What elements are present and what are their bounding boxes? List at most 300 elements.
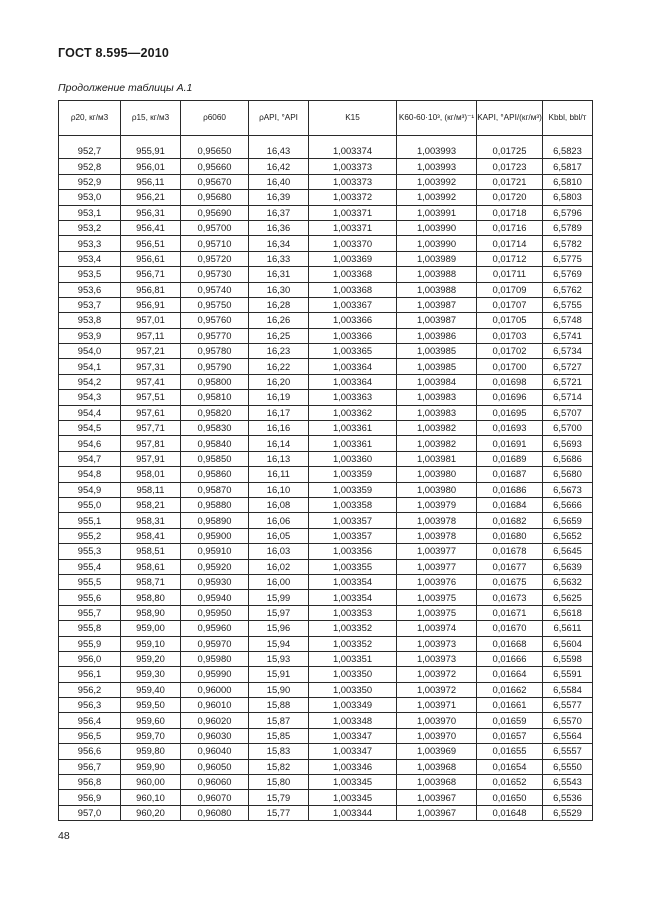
table-cell: 955,7 bbox=[59, 605, 121, 620]
table-cell: 16,40 bbox=[249, 174, 309, 189]
table-cell: 954,0 bbox=[59, 344, 121, 359]
table-cell: 957,11 bbox=[121, 328, 181, 343]
table-cell: 1,003352 bbox=[309, 621, 397, 636]
table-cell: 1,003983 bbox=[397, 405, 477, 420]
table-cell: 6,5564 bbox=[543, 728, 593, 743]
table-cell: 1,003993 bbox=[397, 136, 477, 159]
table-cell: 960,20 bbox=[121, 805, 181, 820]
table-cell: 0,01678 bbox=[477, 544, 543, 559]
table-cell: 956,11 bbox=[121, 174, 181, 189]
table-cell: 957,21 bbox=[121, 344, 181, 359]
table-cell: 955,9 bbox=[59, 636, 121, 651]
table-cell: 956,81 bbox=[121, 282, 181, 297]
table-cell: 1,003977 bbox=[397, 559, 477, 574]
column-header: K15 bbox=[309, 101, 397, 136]
table-cell: 1,003991 bbox=[397, 205, 477, 220]
table-cell: 6,5789 bbox=[543, 220, 593, 235]
table-cell: 1,003353 bbox=[309, 605, 397, 620]
table-cell: 16,43 bbox=[249, 136, 309, 159]
table-cell: 0,95980 bbox=[181, 651, 249, 666]
table-cell: 0,95860 bbox=[181, 467, 249, 482]
table-cell: 1,003364 bbox=[309, 359, 397, 374]
table-cell: 0,01668 bbox=[477, 636, 543, 651]
table-cell: 957,41 bbox=[121, 374, 181, 389]
table-row bbox=[59, 467, 593, 482]
document-header: ГОСТ 8.595—2010 bbox=[58, 46, 170, 60]
table-cell: 1,003374 bbox=[309, 136, 397, 159]
table-cell: 952,8 bbox=[59, 159, 121, 174]
table-cell: 0,01723 bbox=[477, 159, 543, 174]
table-cell: 1,003983 bbox=[397, 390, 477, 405]
table-cell: 954,4 bbox=[59, 405, 121, 420]
table-cell: 6,5823 bbox=[543, 136, 593, 159]
table-cell: 6,5591 bbox=[543, 667, 593, 682]
table-cell: 1,003973 bbox=[397, 636, 477, 651]
table-cell: 0,95690 bbox=[181, 205, 249, 220]
table-cell: 955,3 bbox=[59, 544, 121, 559]
table-cell: 0,01718 bbox=[477, 205, 543, 220]
table-row bbox=[59, 236, 593, 251]
column-header: Kbbl, bbl/т bbox=[543, 101, 593, 136]
table-cell: 6,5714 bbox=[543, 390, 593, 405]
table-cell: 0,01652 bbox=[477, 775, 543, 790]
table-cell: 1,003976 bbox=[397, 574, 477, 589]
table-cell: 0,01711 bbox=[477, 267, 543, 282]
table-cell: 1,003354 bbox=[309, 590, 397, 605]
table-cell: 16,16 bbox=[249, 421, 309, 436]
table-row bbox=[59, 667, 593, 682]
table-cell: 1,003967 bbox=[397, 805, 477, 820]
table-cell: 6,5686 bbox=[543, 451, 593, 466]
table-cell: 953,7 bbox=[59, 297, 121, 312]
table-cell: 1,003349 bbox=[309, 698, 397, 713]
table-cell: 6,5817 bbox=[543, 159, 593, 174]
table-cell: 6,5604 bbox=[543, 636, 593, 651]
table-cell: 955,4 bbox=[59, 559, 121, 574]
table-cell: 954,1 bbox=[59, 359, 121, 374]
table-cell: 0,96040 bbox=[181, 744, 249, 759]
table-cell: 954,3 bbox=[59, 390, 121, 405]
table-cell: 1,003360 bbox=[309, 451, 397, 466]
table-cell: 0,01659 bbox=[477, 713, 543, 728]
column-header: KAPI, °API/(кг/м³) bbox=[477, 101, 543, 136]
table-cell: 0,95810 bbox=[181, 390, 249, 405]
table-cell: 1,003988 bbox=[397, 282, 477, 297]
table-cell: 6,5659 bbox=[543, 513, 593, 528]
table-cell: 956,6 bbox=[59, 744, 121, 759]
table-row bbox=[59, 190, 593, 205]
table-cell: 1,003979 bbox=[397, 497, 477, 512]
table-cell: 0,01666 bbox=[477, 651, 543, 666]
table-cell: 960,00 bbox=[121, 775, 181, 790]
table-cell: 15,99 bbox=[249, 590, 309, 605]
table-cell: 1,003968 bbox=[397, 759, 477, 774]
table-cell: 16,11 bbox=[249, 467, 309, 482]
table-cell: 0,95740 bbox=[181, 282, 249, 297]
table-cell: 959,60 bbox=[121, 713, 181, 728]
table-row bbox=[59, 544, 593, 559]
table-cell: 1,003357 bbox=[309, 528, 397, 543]
table-row bbox=[59, 682, 593, 697]
table-cell: 6,5782 bbox=[543, 236, 593, 251]
table-cell: 15,85 bbox=[249, 728, 309, 743]
table-cell: 0,95730 bbox=[181, 267, 249, 282]
table-cell: 1,003992 bbox=[397, 174, 477, 189]
table-cell: 954,7 bbox=[59, 451, 121, 466]
table-cell: 955,2 bbox=[59, 528, 121, 543]
table-cell: 6,5666 bbox=[543, 497, 593, 512]
table-cell: 16,22 bbox=[249, 359, 309, 374]
table-cell: 0,95850 bbox=[181, 451, 249, 466]
table-cell: 16,10 bbox=[249, 482, 309, 497]
table-cell: 1,003371 bbox=[309, 205, 397, 220]
table-cell: 954,5 bbox=[59, 421, 121, 436]
table-cell: 1,003984 bbox=[397, 374, 477, 389]
table-cell: 955,6 bbox=[59, 590, 121, 605]
table-cell: 6,5721 bbox=[543, 374, 593, 389]
table-row bbox=[59, 513, 593, 528]
table-row bbox=[59, 220, 593, 235]
table-cell: 0,01686 bbox=[477, 482, 543, 497]
table-cell: 0,01662 bbox=[477, 682, 543, 697]
table-cell: 0,95700 bbox=[181, 220, 249, 235]
table-row bbox=[59, 621, 593, 636]
table-caption: Продолжение таблицы А.1 bbox=[58, 82, 193, 94]
table-cell: 16,34 bbox=[249, 236, 309, 251]
table-cell: 0,95670 bbox=[181, 174, 249, 189]
table-row bbox=[59, 344, 593, 359]
table-cell: 1,003974 bbox=[397, 621, 477, 636]
table-cell: 955,5 bbox=[59, 574, 121, 589]
table-cell: 1,003345 bbox=[309, 775, 397, 790]
table-cell: 1,003990 bbox=[397, 236, 477, 251]
table-cell: 15,79 bbox=[249, 790, 309, 805]
table-cell: 6,5611 bbox=[543, 621, 593, 636]
table-cell: 1,003348 bbox=[309, 713, 397, 728]
table-cell: 957,81 bbox=[121, 436, 181, 451]
table-cell: 958,01 bbox=[121, 467, 181, 482]
table-cell: 0,96080 bbox=[181, 805, 249, 820]
table-cell: 0,01721 bbox=[477, 174, 543, 189]
table-cell: 956,31 bbox=[121, 205, 181, 220]
table-cell: 0,01698 bbox=[477, 374, 543, 389]
table-cell: 957,61 bbox=[121, 405, 181, 420]
table-cell: 1,003369 bbox=[309, 251, 397, 266]
table-cell: 957,71 bbox=[121, 421, 181, 436]
table-cell: 0,01695 bbox=[477, 405, 543, 420]
table-cell: 16,42 bbox=[249, 159, 309, 174]
table-cell: 956,21 bbox=[121, 190, 181, 205]
table-cell: 6,5625 bbox=[543, 590, 593, 605]
column-header: ρ15, кг/м3 bbox=[121, 101, 181, 136]
table-cell: 6,5803 bbox=[543, 190, 593, 205]
table-cell: 956,91 bbox=[121, 297, 181, 312]
table-cell: 15,80 bbox=[249, 775, 309, 790]
table-cell: 953,2 bbox=[59, 220, 121, 235]
table-cell: 1,003361 bbox=[309, 436, 397, 451]
table-cell: 16,14 bbox=[249, 436, 309, 451]
table-cell: 16,00 bbox=[249, 574, 309, 589]
table-cell: 0,96050 bbox=[181, 759, 249, 774]
table-cell: 16,30 bbox=[249, 282, 309, 297]
table-cell: 1,003372 bbox=[309, 190, 397, 205]
table-cell: 956,9 bbox=[59, 790, 121, 805]
table-cell: 0,95910 bbox=[181, 544, 249, 559]
table-row bbox=[59, 698, 593, 713]
table-cell: 0,95800 bbox=[181, 374, 249, 389]
table-cell: 16,31 bbox=[249, 267, 309, 282]
table-cell: 1,003988 bbox=[397, 267, 477, 282]
table-cell: 0,01682 bbox=[477, 513, 543, 528]
table-cell: 1,003971 bbox=[397, 698, 477, 713]
table-cell: 1,003977 bbox=[397, 544, 477, 559]
table-cell: 1,003978 bbox=[397, 528, 477, 543]
table-cell: 1,003365 bbox=[309, 344, 397, 359]
table-cell: 1,003346 bbox=[309, 759, 397, 774]
table-cell: 0,95830 bbox=[181, 421, 249, 436]
table-cell: 1,003990 bbox=[397, 220, 477, 235]
table-cell: 6,5550 bbox=[543, 759, 593, 774]
table-cell: 0,95960 bbox=[181, 621, 249, 636]
table-cell: 0,01700 bbox=[477, 359, 543, 374]
table-cell: 0,95950 bbox=[181, 605, 249, 620]
table-cell: 1,003366 bbox=[309, 313, 397, 328]
table-row bbox=[59, 728, 593, 743]
table-cell: 6,5639 bbox=[543, 559, 593, 574]
table-cell: 0,96070 bbox=[181, 790, 249, 805]
table-cell: 16,06 bbox=[249, 513, 309, 528]
table-cell: 1,003975 bbox=[397, 605, 477, 620]
table-cell: 953,3 bbox=[59, 236, 121, 251]
table-cell: 957,51 bbox=[121, 390, 181, 405]
table-cell: 1,003972 bbox=[397, 682, 477, 697]
table-cell: 1,003351 bbox=[309, 651, 397, 666]
table-cell: 0,01671 bbox=[477, 605, 543, 620]
table-cell: 6,5762 bbox=[543, 282, 593, 297]
table-cell: 1,003987 bbox=[397, 297, 477, 312]
table-cell: 0,01693 bbox=[477, 421, 543, 436]
table-cell: 6,5652 bbox=[543, 528, 593, 543]
table-row bbox=[59, 159, 593, 174]
table-row bbox=[59, 805, 593, 820]
table-cell: 15,83 bbox=[249, 744, 309, 759]
table-row bbox=[59, 313, 593, 328]
table-cell: 952,7 bbox=[59, 136, 121, 159]
table-cell: 0,01650 bbox=[477, 790, 543, 805]
table-row bbox=[59, 405, 593, 420]
table-cell: 0,01680 bbox=[477, 528, 543, 543]
column-header: K60-60·10³, (кг/м³)⁻¹ bbox=[397, 101, 477, 136]
table-cell: 1,003345 bbox=[309, 790, 397, 805]
table-row bbox=[59, 282, 593, 297]
table-cell: 6,5680 bbox=[543, 467, 593, 482]
table-row bbox=[59, 267, 593, 282]
table-cell: 1,003363 bbox=[309, 390, 397, 405]
table-cell: 0,95970 bbox=[181, 636, 249, 651]
table-cell: 954,9 bbox=[59, 482, 121, 497]
table-cell: 956,5 bbox=[59, 728, 121, 743]
table-cell: 958,21 bbox=[121, 497, 181, 512]
table-cell: 0,01654 bbox=[477, 759, 543, 774]
table-cell: 956,61 bbox=[121, 251, 181, 266]
table-cell: 1,003350 bbox=[309, 667, 397, 682]
table-cell: 953,9 bbox=[59, 328, 121, 343]
column-header: ρ6060 bbox=[181, 101, 249, 136]
table-cell: 957,31 bbox=[121, 359, 181, 374]
table-cell: 1,003354 bbox=[309, 574, 397, 589]
table-cell: 16,36 bbox=[249, 220, 309, 235]
table-cell: 953,1 bbox=[59, 205, 121, 220]
table-cell: 1,003978 bbox=[397, 513, 477, 528]
table-cell: 0,01709 bbox=[477, 282, 543, 297]
table-cell: 6,5727 bbox=[543, 359, 593, 374]
table-row bbox=[59, 744, 593, 759]
table-cell: 0,95840 bbox=[181, 436, 249, 451]
table-cell: 1,003982 bbox=[397, 436, 477, 451]
table-row bbox=[59, 451, 593, 466]
table-cell: 1,003350 bbox=[309, 682, 397, 697]
table-cell: 958,11 bbox=[121, 482, 181, 497]
table-row bbox=[59, 713, 593, 728]
table-cell: 956,4 bbox=[59, 713, 121, 728]
table-cell: 15,77 bbox=[249, 805, 309, 820]
table-cell: 952,9 bbox=[59, 174, 121, 189]
table-cell: 1,003985 bbox=[397, 359, 477, 374]
table-cell: 959,40 bbox=[121, 682, 181, 697]
table-cell: 1,003989 bbox=[397, 251, 477, 266]
table-cell: 15,90 bbox=[249, 682, 309, 697]
table-cell: 956,7 bbox=[59, 759, 121, 774]
table-row bbox=[59, 174, 593, 189]
table-row bbox=[59, 374, 593, 389]
table-cell: 6,5557 bbox=[543, 744, 593, 759]
table-cell: 954,6 bbox=[59, 436, 121, 451]
table-cell: 1,003352 bbox=[309, 636, 397, 651]
table-cell: 16,13 bbox=[249, 451, 309, 466]
table-cell: 6,5693 bbox=[543, 436, 593, 451]
table-cell: 16,25 bbox=[249, 328, 309, 343]
table-cell: 0,95680 bbox=[181, 190, 249, 205]
table-cell: 1,003968 bbox=[397, 775, 477, 790]
table-row bbox=[59, 297, 593, 312]
table-cell: 1,003973 bbox=[397, 651, 477, 666]
table-row bbox=[59, 421, 593, 436]
table-cell: 16,02 bbox=[249, 559, 309, 574]
table-cell: 953,6 bbox=[59, 282, 121, 297]
table-cell: 1,003982 bbox=[397, 421, 477, 436]
table-cell: 6,5810 bbox=[543, 174, 593, 189]
table-cell: 0,95880 bbox=[181, 497, 249, 512]
table-cell: 1,003356 bbox=[309, 544, 397, 559]
table-cell: 956,8 bbox=[59, 775, 121, 790]
table-cell: 0,01687 bbox=[477, 467, 543, 482]
column-header: ρ20, кг/м3 bbox=[59, 101, 121, 136]
table-cell: 6,5741 bbox=[543, 328, 593, 343]
table-cell: 959,90 bbox=[121, 759, 181, 774]
table-cell: 958,61 bbox=[121, 559, 181, 574]
table-cell: 0,01703 bbox=[477, 328, 543, 343]
table-cell: 955,91 bbox=[121, 136, 181, 159]
column-header: ρAPI, °API bbox=[249, 101, 309, 136]
table-cell: 15,93 bbox=[249, 651, 309, 666]
table-cell: 0,95870 bbox=[181, 482, 249, 497]
header-row bbox=[59, 101, 593, 136]
table-cell: 0,01702 bbox=[477, 344, 543, 359]
table-cell: 0,01664 bbox=[477, 667, 543, 682]
table-cell: 6,5618 bbox=[543, 605, 593, 620]
table-cell: 0,01716 bbox=[477, 220, 543, 235]
table-cell: 956,01 bbox=[121, 159, 181, 174]
table-cell: 0,95770 bbox=[181, 328, 249, 343]
table-cell: 0,96030 bbox=[181, 728, 249, 743]
table-cell: 0,95920 bbox=[181, 559, 249, 574]
table-row bbox=[59, 636, 593, 651]
table-cell: 16,19 bbox=[249, 390, 309, 405]
page-number: 48 bbox=[58, 830, 70, 842]
table-row bbox=[59, 651, 593, 666]
table-cell: 1,003358 bbox=[309, 497, 397, 512]
table-cell: 956,71 bbox=[121, 267, 181, 282]
table-cell: 0,01714 bbox=[477, 236, 543, 251]
table-body bbox=[59, 136, 593, 821]
table-row bbox=[59, 574, 593, 589]
table-cell: 956,2 bbox=[59, 682, 121, 697]
table-cell: 0,01720 bbox=[477, 190, 543, 205]
table-cell: 0,01673 bbox=[477, 590, 543, 605]
table-cell: 0,95720 bbox=[181, 251, 249, 266]
table-cell: 1,003370 bbox=[309, 236, 397, 251]
table-cell: 953,8 bbox=[59, 313, 121, 328]
table-cell: 959,70 bbox=[121, 728, 181, 743]
table-cell: 15,96 bbox=[249, 621, 309, 636]
table-cell: 1,003368 bbox=[309, 267, 397, 282]
table-cell: 1,003975 bbox=[397, 590, 477, 605]
table-cell: 6,5584 bbox=[543, 682, 593, 697]
table-cell: 16,05 bbox=[249, 528, 309, 543]
table-row bbox=[59, 251, 593, 266]
table-cell: 1,003985 bbox=[397, 344, 477, 359]
table-cell: 6,5543 bbox=[543, 775, 593, 790]
table-cell: 1,003980 bbox=[397, 467, 477, 482]
table-cell: 956,0 bbox=[59, 651, 121, 666]
table-cell: 0,95900 bbox=[181, 528, 249, 543]
table-cell: 958,31 bbox=[121, 513, 181, 528]
table-cell: 1,003357 bbox=[309, 513, 397, 528]
table-cell: 956,3 bbox=[59, 698, 121, 713]
table-cell: 0,96000 bbox=[181, 682, 249, 697]
table-cell: 1,003366 bbox=[309, 328, 397, 343]
table-cell: 16,03 bbox=[249, 544, 309, 559]
table-cell: 6,5734 bbox=[543, 344, 593, 359]
table-cell: 1,003373 bbox=[309, 159, 397, 174]
table-cell: 0,01705 bbox=[477, 313, 543, 328]
table-cell: 0,95790 bbox=[181, 359, 249, 374]
table-cell: 1,003355 bbox=[309, 559, 397, 574]
table-cell: 6,5577 bbox=[543, 698, 593, 713]
table-cell: 0,95780 bbox=[181, 344, 249, 359]
table-cell: 1,003967 bbox=[397, 790, 477, 805]
table-cell: 955,0 bbox=[59, 497, 121, 512]
table-cell: 16,26 bbox=[249, 313, 309, 328]
table-cell: 15,82 bbox=[249, 759, 309, 774]
table-cell: 958,51 bbox=[121, 544, 181, 559]
table-cell: 6,5632 bbox=[543, 574, 593, 589]
table-row bbox=[59, 136, 593, 159]
table-cell: 1,003981 bbox=[397, 451, 477, 466]
table-cell: 0,95990 bbox=[181, 667, 249, 682]
table-cell: 6,5529 bbox=[543, 805, 593, 820]
table-cell: 959,50 bbox=[121, 698, 181, 713]
